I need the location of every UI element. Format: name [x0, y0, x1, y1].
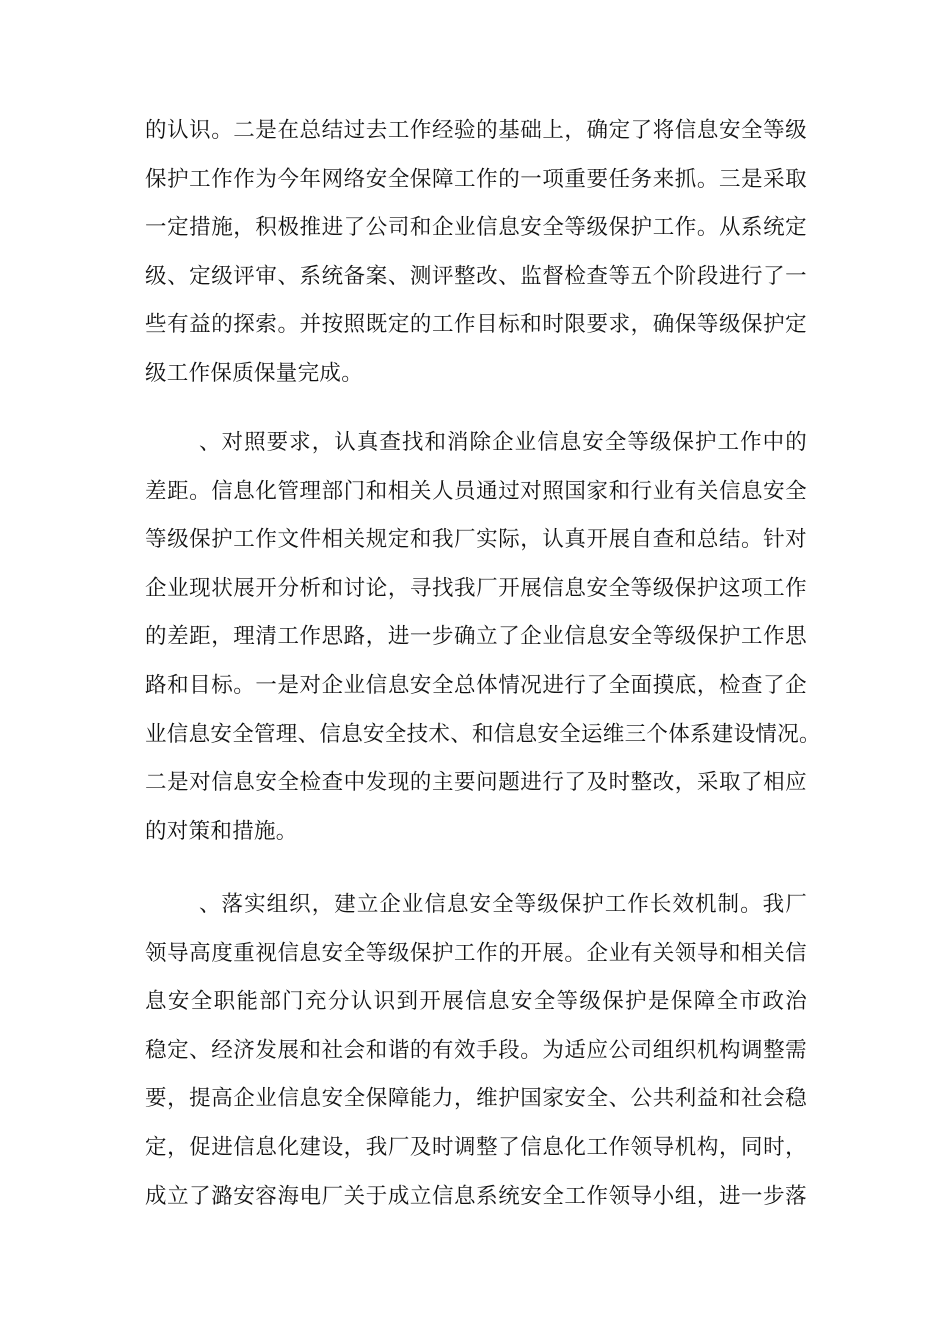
text-line: 二是对信息安全检查中发现的主要问题进行了及时整改，采取了相应: [145, 770, 807, 796]
text-line: 等级保护工作文件相关规定和我厂实际，认真开展自查和总结。针对: [145, 527, 807, 553]
text-line: 级工作保质保量完成。: [145, 360, 364, 386]
text-line: 差距。信息化管理部门和相关人员通过对照国家和行业有关信息安全: [145, 478, 807, 504]
text-line: 路和目标。一是对企业信息安全总体情况进行了全面摸底，检查了企: [145, 672, 807, 698]
text-line: 业信息安全管理、信息安全技术、和信息安全运维三个体系建设情况。: [145, 721, 821, 747]
text-line: 领导高度重视信息安全等级保护工作的开展。企业有关领导和相关信: [145, 940, 807, 966]
text-line: 企业现状展开分析和讨论，寻找我厂开展信息安全等级保护这项工作: [145, 575, 807, 601]
text-line: 些有益的探索。并按照既定的工作目标和时限要求，确保等级保护定: [145, 312, 807, 338]
paragraph-2: [145, 419, 821, 856]
text-line: 一定措施，积极推进了公司和企业信息安全等级保护工作。从系统定: [145, 215, 807, 241]
text-line: 的认识。二是在总结过去工作经验的基础上，确定了将信息安全等级: [145, 118, 807, 143]
text-line: 、落实组织，建立企业信息安全等级保护工作长效机制。我厂: [199, 892, 807, 917]
text-line: 成立了潞安容海电厂关于成立信息系统安全工作领导小组，进一步落: [145, 1183, 807, 1209]
text-line: 的差距，理清工作思路，进一步确立了企业信息安全等级保护工作思: [145, 624, 807, 650]
text-line: 级、定级评审、系统备案、测评整改、监督检查等五个阶段进行了一: [145, 263, 807, 289]
text-line: 、对照要求，认真查找和消除企业信息安全等级保护工作中的: [199, 430, 807, 455]
paragraph-3: [145, 881, 807, 1221]
paragraph-1: [145, 107, 807, 399]
text-line: 保护工作作为今年网络安全保障工作的一项重要任务来抓。三是采取: [145, 166, 807, 192]
text-line: 息安全职能部门充分认识到开展信息安全等级保护是保障全市政治: [145, 989, 807, 1015]
text-line: 要，提高企业信息安全保障能力，维护国家安全、公共利益和社会稳: [145, 1086, 807, 1112]
text-line: 的对策和措施。: [145, 818, 298, 844]
text-line: 稳定、经济发展和社会和谐的有效手段。为适应公司组织机构调整需: [145, 1037, 807, 1063]
text-line: 定，促进信息化建设，我厂及时调整了信息化工作领导机构，同时，: [145, 1134, 807, 1160]
